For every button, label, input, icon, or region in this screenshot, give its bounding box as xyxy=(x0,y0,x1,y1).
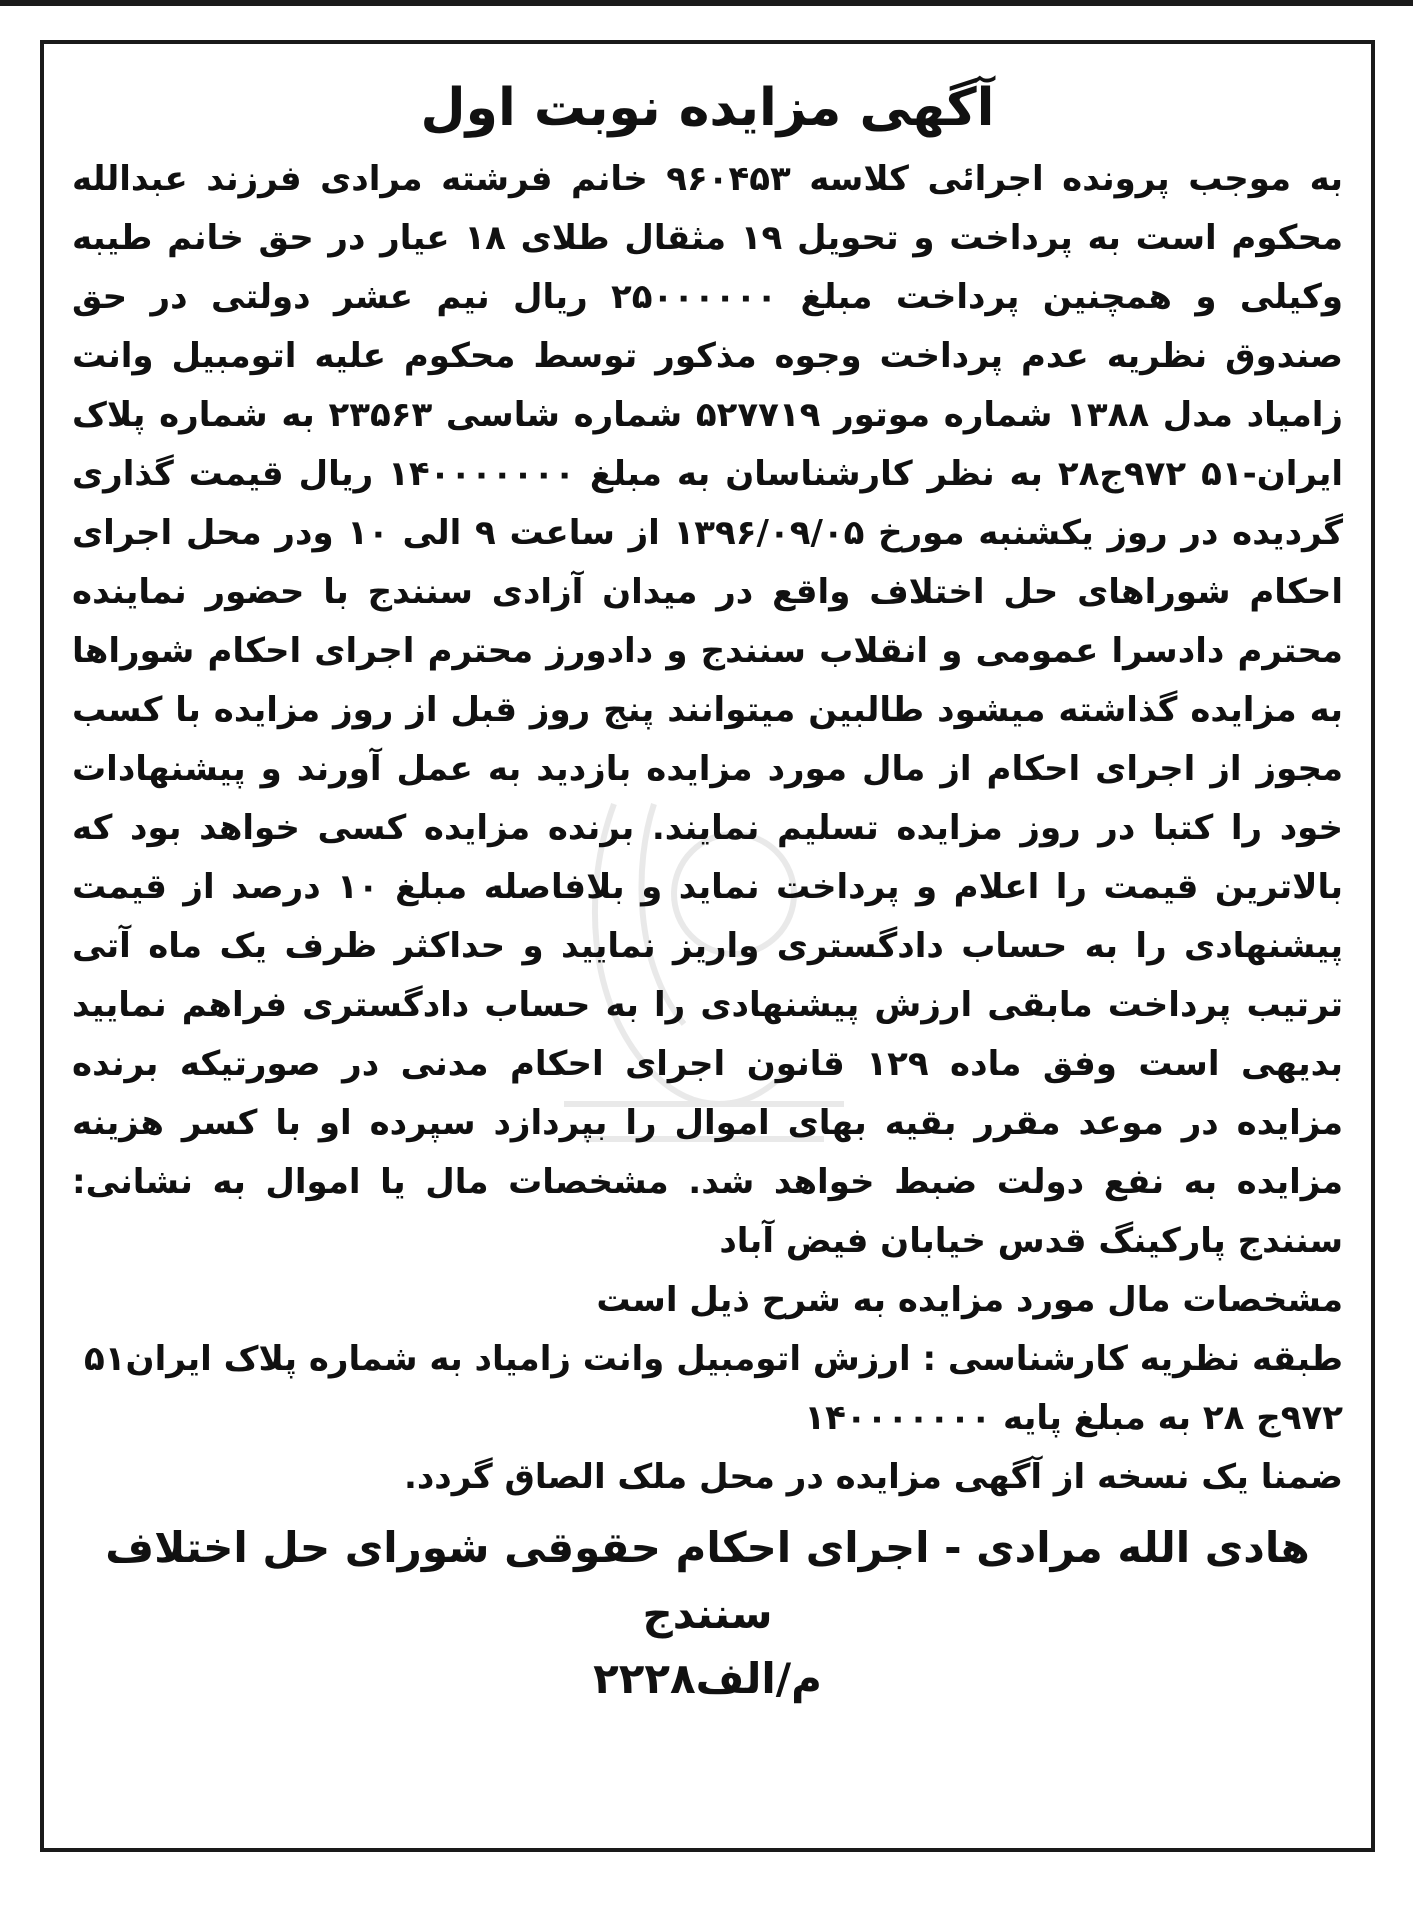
notice-body: به موجب پرونده اجرائی کلاسه ۹۶۰۴۵۳ خانم فرشته مرادی فرزند عبدالله محکوم است به پرداخت و تحویل ۱۹ مثقال طلای ۱۸ عیار در حق خانم طیبه وکیلی و همچنین پرداخت مبلغ ۲۵۰۰۰۰۰۰ ریال نیم عشر دولتی در حق صندوق نظریه عدم پرداخت وجوه مذکور توسط محکوم علیه اتومبیل وانت زامیاد مدل ۱۳۸۸ شماره موتور ۵۲۷۷۱۹ شماره شاسی ۲۳۵۶۳ به شماره پلاک ایران-۵۱ ۹۷۲ج۲۸ به نظر کارشناسان به مبلغ ۱۴۰۰۰۰۰۰۰ ریال قیمت گذاری گردیده در روز یکشنبه مورخ ۱۳۹۶/۰۹/۰۵ از ساعت ۹ الی ۱۰ ودر محل اجرای احکام شوراهای حل اختلاف واقع در میدان آزادی سنندج با حضور نماینده محترم دادسرا عمومی و انقلاب سنندج و دادورز محترم اجرای احکام شوراها به مزایده گذاشته میشود طالبین میتوانند پنج روز قبل از روز مزایده با کسب مجوز از اجرای احکام از مال مورد مزایده بازدید به عمل آورند و پیشنهادات خود را کتبا در روز مزایده تسلیم نمایند. برنده مزایده کسی خواهد بود که بالاترین قیمت را اعلام و پرداخت نماید و بلافاصله مبلغ ۱۰ درصد از قیمت پیشنهادی را به حساب دادگستری واریز نمایید و حداکثر ظرف یک ماه آتی ترتیب پرداخت مابقی ارزش پیشنهادی را به حساب دادگستری فراهم نمایید بدیهی است وفق ماده ۱۲۹ قانون اجرای احکام مدنی در صورتیکه برنده مزایده در موعد مقرر بقیه بهای اموال را بپردازد سپرده او با کسر هزینه مزایده به نفع دولت ضبط خواهد شد. مشخصات مال یا اموال به نشانی: سنندج پارکینگ قدس خیابان فیض آباد xyxy=(72,159,1343,1261)
notice-title: آگهی مزایده نوبت اول xyxy=(420,78,995,138)
notice-frame xyxy=(40,40,1375,1852)
posting-note: ضمنا یک نسخه از آگهی مزایده در محل ملک الصاق گردد. xyxy=(403,1457,1343,1497)
specs-line-2: ۹۷۲ج ۲۸ به مبلغ پایه ۱۴۰۰۰۰۰۰۰ xyxy=(804,1398,1343,1438)
specs-line-1: طبقه نظریه کارشناسی : ارزش اتومبیل وانت زامیاد به شماره پلاک ایران۵۱ xyxy=(84,1339,1343,1379)
top-border-rule xyxy=(0,0,1413,6)
specs-heading: مشخصات مال مورد مزایده به شرح ذیل است xyxy=(596,1280,1343,1320)
signature-line: هادی الله مرادی - اجرای احکام حقوقی شورای حل اختلاف سنندج xyxy=(105,1523,1310,1638)
reference-number: م/الف۲۲۲۸ xyxy=(593,1654,822,1703)
notice-content xyxy=(72,72,1343,1824)
